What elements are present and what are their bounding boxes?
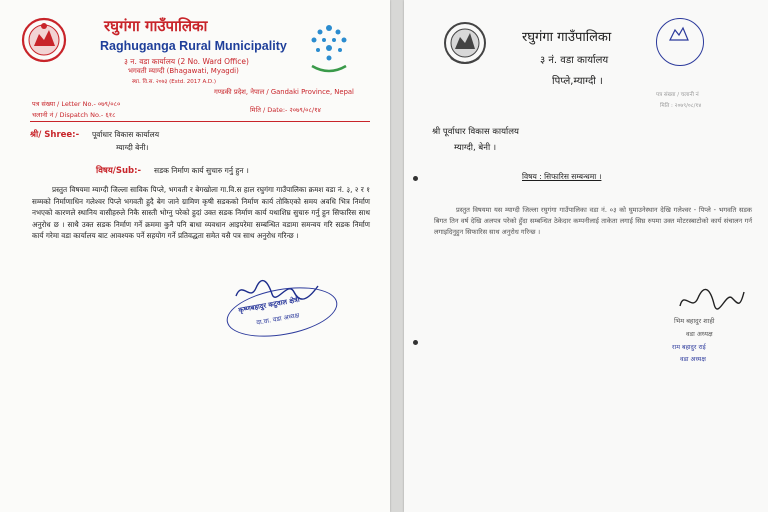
right-sign-name: भिम बहादुर शाही (674, 317, 715, 325)
nepal-emblem-icon (20, 16, 68, 68)
dispatch-number: चलानी नं / Dispatch No.- ६१८ (32, 111, 116, 119)
subject-text: सडक निर्माण कार्य सुचारु गर्नु हुन । (154, 166, 249, 175)
recipient-place: म्याग्दी बेनी। (116, 143, 149, 152)
stamp-emblem-icon (668, 26, 690, 44)
letter-body: प्रस्तुत विषयमा म्याग्दी जिल्ला साविक पिप्ले, भगवती र बेगखोला गा.वि.स हाल रघुगंगा गाउँपालिका क्रमश वडा नं. ३, २ र १ सम्मको निर्माणाधिन गलेश्वर पिप्ले भगवती हुदै बेग जाने ग्रामिण कृषी सडकको निर्माण कार्य तोकिएको समय अवधि भित्र निर्माण नभएको कारणले स्थानिय वासीहरुले निकै सास्ती भोग्नु परेको हुदां उक्त सडक निर्माण कार्य यथाशिघ्र सुचारु गर्नु हुन सिफारिस साथ अनुरोध छ । साथै उक्त सडक निर्माण गर्ने क्रममा कुनै पनि बाधा व्यवधान आइपरेमा सम्बन्धित वडामा समन्वय गरि सडक निर्माण कार्य गरेमा वडा कार्यालय बाट आवश्यक पर्ने सहयोग गर्ने प्रतिवद्धता समेत यसै पत्र साथ अनुरोध गरिन्छ । (32, 185, 370, 240)
punch-hole-top (413, 176, 418, 181)
faint-reference-1: पत्र संख्या / चलानी नं (656, 92, 699, 98)
right-signature-scribble (676, 286, 746, 316)
nepal-emblem-grayscale-icon (442, 20, 488, 70)
org-name-nepali: रघुगंगा गाउँपालिका (104, 17, 208, 35)
ward-office-line: ३ न. वडा कार्यालय (2 No. Ward Office) (124, 57, 249, 66)
right-location: पिप्ले,म्याग्दी । (552, 76, 603, 87)
right-subject: विषय : सिफारिस सम्बन्धमा । (522, 172, 602, 181)
right-org-name: रघुगंगा गाउँपालिका (522, 30, 612, 45)
letter-number: पत्र संख्या / Letter No.- ०७९/०८० (32, 100, 121, 108)
location-line: भगवती म्याग्दी (Bhagawati, Myagdi) (128, 67, 239, 75)
right-recipient-name: श्री पूर्वाधार विकास कार्यालय (432, 127, 519, 137)
right-letter-page (404, 0, 768, 512)
established-line: स्था. वि.स. २०७३ (Estd. 2017 A.D.) (132, 79, 217, 85)
right-recipient-place: म्याग्दी, बेनी । (454, 143, 497, 153)
right-ward-office: ३ नं. वडा कार्यालय (540, 55, 609, 66)
subject-label: विषय/Sub:- (96, 166, 142, 176)
blue-stamp-title: वडा अध्यक्ष (680, 356, 706, 363)
blue-stamp-name: राम बहादुर राई (672, 344, 706, 351)
province-line: गण्डकी प्रदेश, नेपाल / Gandaki Province, Nepal (214, 88, 354, 96)
faint-reference-2: मिति : २०७९/०८/१४ (660, 103, 702, 109)
right-letter-body: प्रस्तुत विषयमा यस म्याग्दी जिल्ला रघुगंगा गाउँपालिका वडा नं. ०३ को घुमाउनेस्थान देखि गलेश्वर - पिप्ले - भगवति सडक बिगत तिन वर्ष देखि अलपत्र परेको हुँदा सम्बन्धित ठेकेदार कम्पनीलाई ताकेता लगाई सिघ्र रुपमा उक्त मोटरस्बाटोको कार्य संचालन गर्न लगाइदिनुहुन सिफारिस साथ अनुरोध गरिन्छ । (434, 206, 752, 236)
right-sign-title: वडा अध्यक्ष (686, 330, 713, 338)
recipient-name: पूर्वाधार विकास कार्यालय (92, 130, 160, 139)
recipient-label: श्री/ Shree:- (30, 130, 80, 140)
org-name-english: Raghuganga Rural Municipality (100, 39, 287, 53)
punch-hole-bottom (413, 340, 418, 345)
stamp-title: वा.वा. वडा अध्यक्ष (255, 311, 300, 327)
stamp-name: कृष्णबहादुर कटुवाल क्षेत्री (237, 295, 301, 315)
letter-date: मिति / Date:- २०७९/०८/१४ (250, 106, 321, 114)
municipality-logo-icon (304, 18, 354, 78)
header-divider (30, 121, 370, 122)
